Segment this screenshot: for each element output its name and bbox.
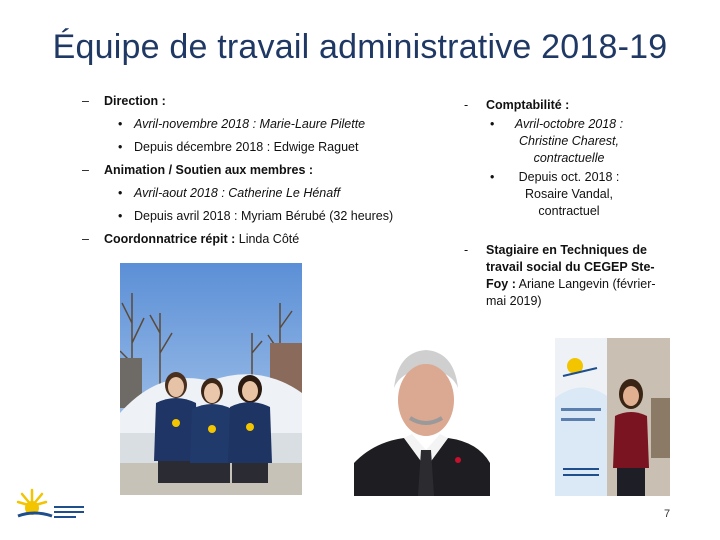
animation-item <box>82 162 452 179</box>
portrait-photo <box>354 338 490 496</box>
compta-label: Comptabilité : <box>486 98 570 112</box>
dash-bullet: – <box>82 94 89 108</box>
direction-subitem <box>82 139 452 156</box>
compta-item <box>464 97 674 114</box>
direction-subitem-text: Depuis décembre 2018 : Edwige Raguet <box>134 140 359 154</box>
stagiaire-text: Ariane Langevin (février-mai 2019) <box>486 277 656 308</box>
dot-bullet: • <box>118 186 123 200</box>
compta-subitem <box>464 116 634 167</box>
page-number: 7 <box>664 508 671 520</box>
dot-bullet: • <box>118 117 123 131</box>
animation-subitem-text: Avril-aout 2018 : Catherine Le Hénaff <box>134 186 341 200</box>
dot-bullet: • <box>490 170 495 184</box>
right-column <box>464 97 674 310</box>
dash-bullet: – <box>82 163 89 177</box>
direction-subitem <box>82 116 452 133</box>
slide-title: Équipe de travail administrative 2018-19 <box>52 28 668 66</box>
animation-subitem <box>82 208 452 225</box>
compta-subitem-text: Depuis oct. 2018 : Rosaire Vandal, contractuel <box>518 170 620 218</box>
direction-item <box>82 93 452 110</box>
hyphen-bullet: - <box>464 98 469 112</box>
animation-subitem <box>82 185 452 202</box>
dot-bullet: • <box>118 209 123 223</box>
stagiaire-item <box>464 242 668 310</box>
dot-bullet: • <box>490 117 495 131</box>
hyphen-bullet: - <box>464 243 469 257</box>
dot-bullet: • <box>118 140 123 154</box>
direction-label: Direction : <box>104 94 166 108</box>
dash-bullet: – <box>82 232 89 246</box>
direction-subitem-text: Avril-novembre 2018 : Marie-Laure Pilette <box>134 117 366 131</box>
coord-name: Linda Côté <box>235 232 300 246</box>
compta-subitem <box>464 169 634 220</box>
animation-subitem-text: Depuis avril 2018 : Myriam Bérubé (32 heures) <box>134 209 394 223</box>
compta-subitem-text: Avril-octobre 2018 : Christine Charest, contractuelle <box>514 117 624 165</box>
left-column <box>82 93 452 254</box>
intern-photo <box>555 338 670 496</box>
organization-logo <box>14 484 88 526</box>
stagiaire-label: Stagiaire en Techniques de travail social du CEGEP Ste-Foy : <box>486 243 655 291</box>
coord-label: Coordonnatrice répit : <box>104 232 236 246</box>
animation-label: Animation / Soutien aux membres : <box>104 163 314 177</box>
team-photo <box>120 263 302 495</box>
coord-item <box>82 231 452 248</box>
